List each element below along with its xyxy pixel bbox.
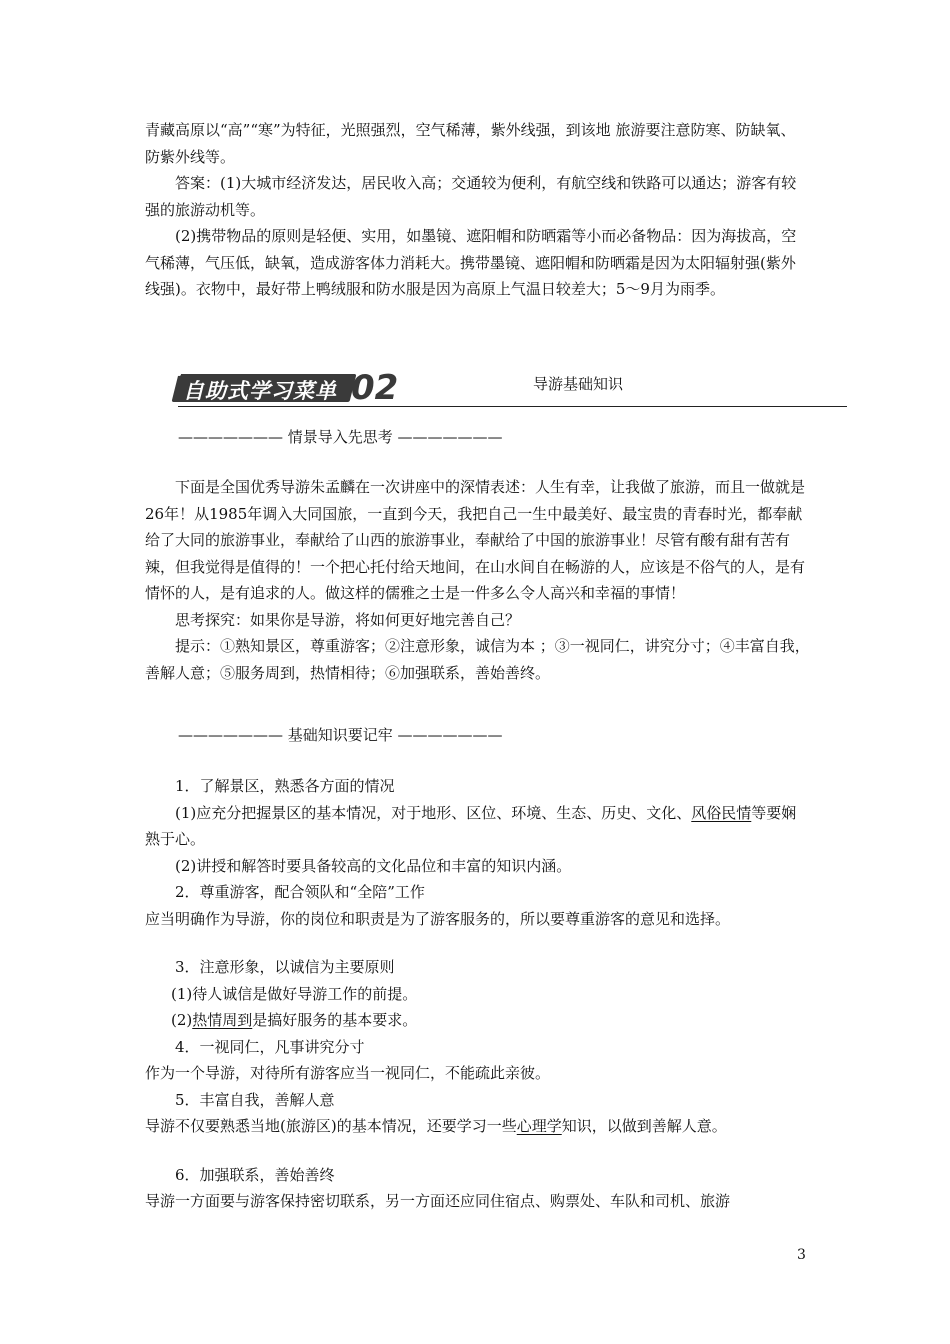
item-4: 作为一个导游，对待所有游客应当一视同仁，不能疏此亲彼。 <box>145 1064 551 1082</box>
heading-6: 6．加强联系，善始善终 <box>175 1165 335 1184</box>
heading-1: 1．了解景区，熟悉各方面的情况 <box>175 777 395 795</box>
item-5-text: 导游不仅要熟悉当地(旅游区)的基本情况，还要学习一些 <box>145 1117 517 1135</box>
heading-5: 5．丰富自我，善解人意 <box>175 1090 335 1109</box>
banner-label: 自助式学习菜单 <box>183 379 337 403</box>
paragraph-plateau: 青藏高原以“高”“寒”为特征，光照强烈，空气稀薄，紫外线强，到该地 旅游要注意防寒、防缺氧、防紫外线等。 <box>145 121 796 166</box>
item-3b <box>145 1007 810 1034</box>
page-number: 3 <box>797 1247 806 1263</box>
item-3a: (1)待人诚信是做好导游工作的前提。 <box>171 984 418 1003</box>
heading-2: 2．尊重游客，配合领队和“全陪”工作 <box>175 883 425 901</box>
header-rule <box>178 406 847 407</box>
item-1a-text: (1)应充分把握景区的基本情况，对于地形、区位、环境、生态、历史、文化、 <box>175 803 692 822</box>
heading-4: 4．一视同仁，凡事讲究分寸 <box>175 1037 365 1056</box>
section-banner <box>175 370 397 406</box>
heading-3: 3．注意形象，以诚信为主要原则 <box>175 958 395 976</box>
item-1b: (2)讲授和解答时要具备较高的文化品位和丰富的知识内涵。 <box>175 856 572 875</box>
hint-paragraph: 提示：①熟知景区，尊重游客；②注意形象，诚信为本 ；③一视同仁，讲究分寸；④丰富自我，善解人意；⑤服务周到，热情相待；⑥加强联系，善始善终。 <box>145 637 810 682</box>
think-question: 思考探究：如果你是导游，将如何更好地完善自己？ <box>175 610 521 629</box>
item-1a <box>145 800 810 853</box>
underlined-term: 风俗民情 <box>691 803 752 822</box>
item-6: 导游一方面要与游客保持密切联系，另一方面还应同住宿点、购票处、车队和司机、旅游 <box>145 1192 731 1210</box>
item-5 <box>145 1113 810 1140</box>
paragraph-answer-2: (2)携带物品的原则是轻便、实用，如墨镜、遮阳帽和防晒霜等小而必备物品：因为海拔高，空气稀薄，气压低，缺氧，造成游客体力消耗大。携带墨镜、遮阳帽和防晒霜是因为太阳辐射强(紫外线强)。衣物中，最好带上鸭绒服和防水服是因为高原上气温日较差大；5～9月为雨季。 <box>145 227 797 298</box>
item-1a-tail: 等要娴熟于心。 <box>145 803 797 848</box>
section-title: 导游基础知识 <box>533 375 624 393</box>
divider-basics: ——————— 基础知识要记牢 ——————— <box>178 726 503 744</box>
item-3b-text: 是搞好服务的基本要求。 <box>252 1011 418 1029</box>
underlined-term: 心理学 <box>516 1117 562 1135</box>
banner-dot-icon <box>177 372 181 376</box>
answer-section <box>145 117 810 303</box>
intro-section <box>145 474 810 686</box>
item-3b-num: (2) <box>171 1011 193 1029</box>
banner-number: 02 <box>351 368 399 408</box>
item-5-tail: 知识，以做到善解人意。 <box>561 1117 727 1135</box>
item-2: 应当明确作为导游，你的岗位和职责是为了游客服务的，所以要尊重游客的意见和选择。 <box>145 909 731 928</box>
paragraph-answer-1: 答案：(1)大城市经济发达，居民收入高；交通较为便利，有航空线和铁路可以通达；游客有较强的旅游动机等。 <box>145 174 797 219</box>
intro-paragraph: 下面是全国优秀导游朱孟麟在一次讲座中的深情表述：人生有幸，让我做了旅游，而且一做就是26年！从1985年调入大同国旅，一直到今天，我把自己一生中最美好、最宝贵的青春时光，都奉献给了大同的旅游事业，奉献给了山西的旅游事业，奉献给了中国的旅游事业！尽管有酸有甜有苦有辣，但我觉得是值得的！一个把心托付给天地间，在山水间自在畅游的人，应该是不俗气的人，是有情怀的人，是有追求的人。做这样的儒雅之士是一件多么令人高兴和幸福的事情！ <box>145 478 806 602</box>
divider-scenario: ——————— 情景导入先思考 ——————— <box>178 428 503 446</box>
knowledge-section <box>145 773 810 1215</box>
underlined-term: 热情周到 <box>192 1011 253 1029</box>
